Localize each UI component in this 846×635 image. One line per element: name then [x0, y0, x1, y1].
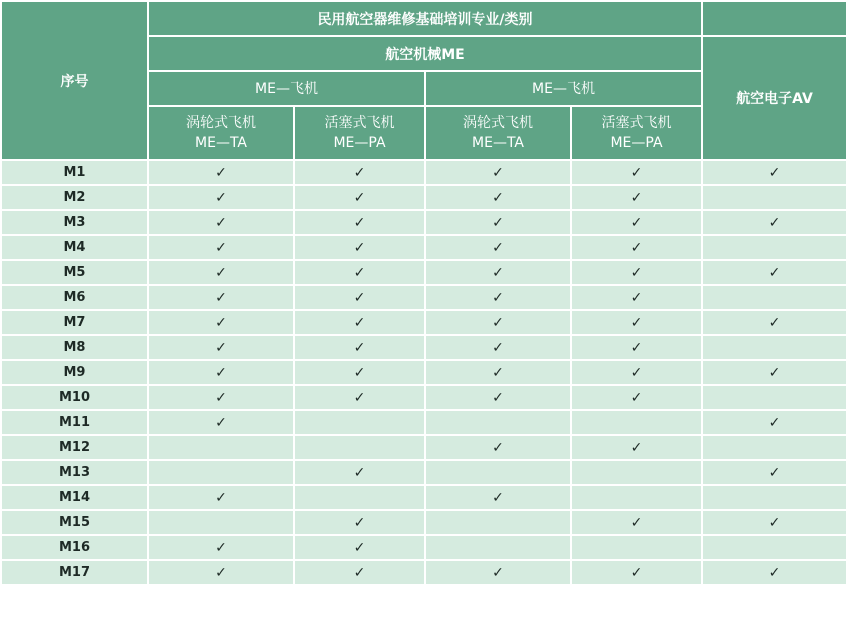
check-cell: [702, 185, 846, 210]
check-cell: [425, 460, 571, 485]
sub-header-line1: 涡轮式飞机: [463, 115, 533, 131]
sub-header-line2: ME—PA: [333, 135, 386, 151]
sub-header-turbine: [425, 106, 571, 160]
row-id-cell: M6: [1, 285, 148, 310]
table-row: [1, 510, 846, 535]
check-cell: ✓: [148, 535, 294, 560]
check-cell: ✓: [571, 385, 702, 410]
table-header: [1, 1, 846, 160]
table-row: [1, 285, 846, 310]
check-cell: ✓: [425, 235, 571, 260]
check-cell: ✓: [425, 335, 571, 360]
table-row: [1, 535, 846, 560]
table-row: [1, 260, 846, 285]
check-cell: [702, 385, 846, 410]
check-cell: ✓: [425, 260, 571, 285]
check-cell: ✓: [702, 210, 846, 235]
check-cell: ✓: [425, 285, 571, 310]
check-cell: ✓: [294, 260, 425, 285]
table-row: [1, 410, 846, 435]
check-cell: ✓: [148, 360, 294, 385]
check-cell: ✓: [148, 185, 294, 210]
check-cell: [702, 335, 846, 360]
row-id-cell: M12: [1, 435, 148, 460]
check-cell: ✓: [571, 560, 702, 585]
av-header: 航空电子AV: [702, 36, 846, 160]
check-cell: ✓: [294, 335, 425, 360]
sub-header-line2: ME—TA: [472, 135, 524, 151]
row-id-cell: M11: [1, 410, 148, 435]
check-cell: ✓: [571, 360, 702, 385]
me-plane-header-1: ME—飞机: [148, 71, 425, 106]
sub-header-line1: 活塞式飞机: [324, 115, 395, 131]
check-cell: ✓: [294, 460, 425, 485]
check-cell: ✓: [571, 235, 702, 260]
check-cell: ✓: [425, 560, 571, 585]
row-id-cell: M2: [1, 185, 148, 210]
blank-header-cell: [702, 1, 846, 36]
check-cell: ✓: [294, 310, 425, 335]
check-cell: ✓: [148, 210, 294, 235]
check-cell: ✓: [294, 285, 425, 310]
check-cell: ✓: [702, 260, 846, 285]
check-cell: ✓: [148, 385, 294, 410]
seq-header: 序号: [1, 1, 148, 160]
check-cell: ✓: [571, 510, 702, 535]
check-cell: ✓: [294, 385, 425, 410]
table-row: [1, 310, 846, 335]
check-cell: ✓: [148, 235, 294, 260]
check-cell: ✓: [571, 310, 702, 335]
row-id-cell: M15: [1, 510, 148, 535]
check-cell: ✓: [425, 160, 571, 185]
check-cell: ✓: [702, 460, 846, 485]
check-cell: ✓: [294, 235, 425, 260]
check-cell: [294, 435, 425, 460]
check-cell: [148, 435, 294, 460]
check-cell: ✓: [294, 185, 425, 210]
check-cell: ✓: [702, 510, 846, 535]
check-cell: [571, 410, 702, 435]
sub-header-line1: 涡轮式飞机: [186, 115, 256, 131]
table-row: [1, 385, 846, 410]
check-cell: ✓: [148, 410, 294, 435]
check-cell: [294, 485, 425, 510]
row-id-cell: M1: [1, 160, 148, 185]
check-cell: ✓: [425, 360, 571, 385]
check-cell: ✓: [702, 310, 846, 335]
table-body: [1, 160, 846, 585]
check-cell: [702, 235, 846, 260]
check-cell: [148, 460, 294, 485]
row-id-cell: M5: [1, 260, 148, 285]
check-cell: ✓: [571, 435, 702, 460]
sub-header-line1: 活塞式飞机: [601, 115, 672, 131]
check-cell: [571, 485, 702, 510]
row-id-cell: M3: [1, 210, 148, 235]
check-cell: ✓: [425, 185, 571, 210]
check-cell: ✓: [294, 360, 425, 385]
table-row: [1, 560, 846, 585]
check-cell: ✓: [425, 435, 571, 460]
check-cell: ✓: [425, 310, 571, 335]
check-cell: ✓: [148, 285, 294, 310]
check-cell: ✓: [425, 485, 571, 510]
row-id-cell: M16: [1, 535, 148, 560]
check-cell: ✓: [702, 560, 846, 585]
check-cell: ✓: [294, 560, 425, 585]
row-id-cell: M9: [1, 360, 148, 385]
check-cell: ✓: [571, 335, 702, 360]
check-cell: ✓: [425, 210, 571, 235]
table-row: [1, 335, 846, 360]
check-cell: ✓: [148, 160, 294, 185]
check-cell: [425, 535, 571, 560]
check-cell: [294, 410, 425, 435]
sub-header-turbine: [148, 106, 294, 160]
check-cell: [571, 535, 702, 560]
sub-header-piston: [294, 106, 425, 160]
table-row: [1, 360, 846, 385]
check-cell: ✓: [571, 260, 702, 285]
check-cell: [425, 510, 571, 535]
category-title-header: 民用航空器维修基础培训专业/类别: [148, 1, 702, 36]
check-cell: ✓: [294, 160, 425, 185]
me-header: 航空机械ME: [148, 36, 702, 71]
check-cell: ✓: [294, 535, 425, 560]
sub-header-line2: ME—PA: [610, 135, 663, 151]
check-cell: ✓: [148, 485, 294, 510]
check-cell: ✓: [702, 360, 846, 385]
row-id-cell: M17: [1, 560, 148, 585]
check-cell: ✓: [571, 185, 702, 210]
row-id-cell: M4: [1, 235, 148, 260]
check-cell: [571, 460, 702, 485]
table-row: [1, 460, 846, 485]
table-row: [1, 160, 846, 185]
check-cell: [148, 510, 294, 535]
table-row: [1, 185, 846, 210]
check-cell: ✓: [571, 285, 702, 310]
check-cell: [702, 485, 846, 510]
row-id-cell: M13: [1, 460, 148, 485]
row-id-cell: M14: [1, 485, 148, 510]
me-plane-header-2: ME—飞机: [425, 71, 702, 106]
sub-header-piston: [571, 106, 702, 160]
check-cell: ✓: [148, 335, 294, 360]
check-cell: ✓: [571, 210, 702, 235]
check-cell: ✓: [571, 160, 702, 185]
row-id-cell: M7: [1, 310, 148, 335]
table-row: [1, 235, 846, 260]
check-cell: [702, 435, 846, 460]
check-cell: ✓: [148, 560, 294, 585]
check-cell: ✓: [148, 260, 294, 285]
check-cell: [702, 285, 846, 310]
check-cell: ✓: [702, 160, 846, 185]
check-cell: [702, 535, 846, 560]
sub-header-line2: ME—TA: [195, 135, 247, 151]
check-cell: ✓: [702, 410, 846, 435]
check-cell: [425, 410, 571, 435]
table-row: [1, 435, 846, 460]
table-row: [1, 485, 846, 510]
table-row: [1, 210, 846, 235]
check-cell: ✓: [294, 510, 425, 535]
row-id-cell: M10: [1, 385, 148, 410]
check-cell: ✓: [148, 310, 294, 335]
check-cell: ✓: [425, 385, 571, 410]
row-id-cell: M8: [1, 335, 148, 360]
check-cell: ✓: [294, 210, 425, 235]
